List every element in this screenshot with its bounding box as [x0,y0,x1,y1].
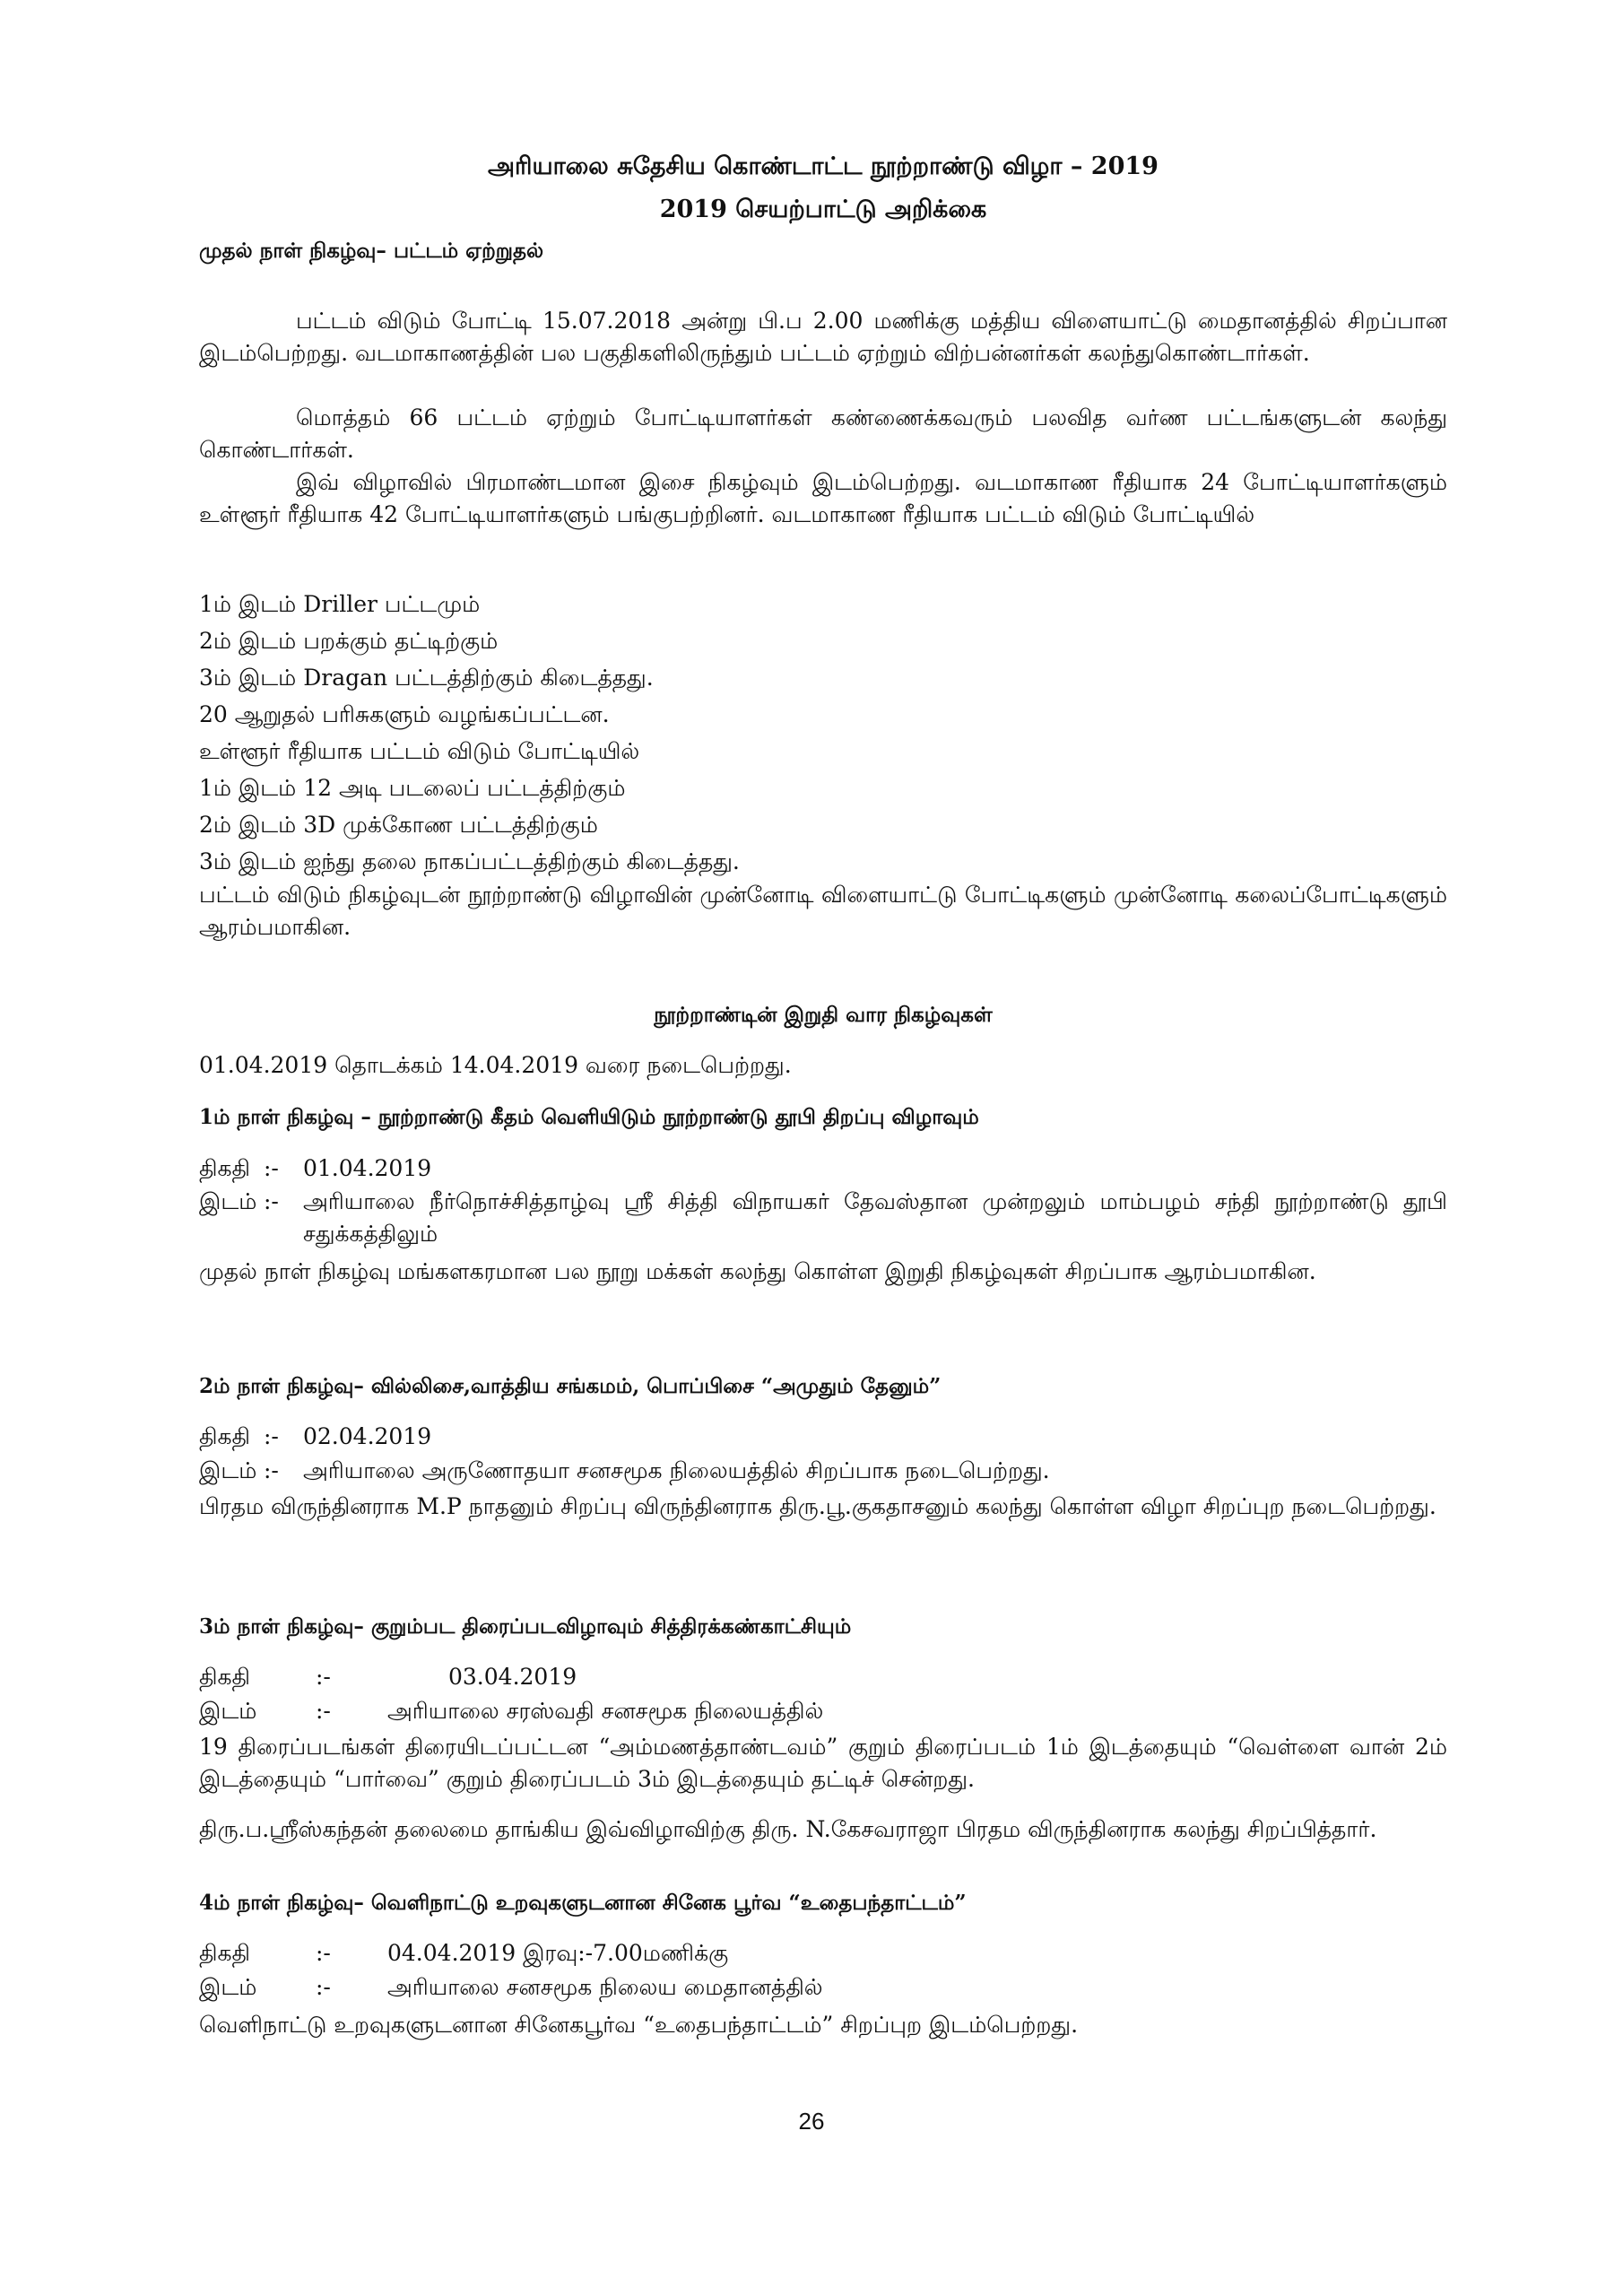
venue-label: இடம் [199,1188,257,1214]
day3-text-2: திரு.ப.ஸ்ரீஸ்கந்தன் தலைமை தாங்கிய இவ்விழாவிற்கு திரு. N.கேசவராஜா பிரதம விருந்தினராக கலந்து சிறப்பித்தார். [199,1816,1377,1842]
separator: :- [316,1664,331,1690]
venue-value: அரியாலை அருணோதயா சனசமூக நிலையத்தில் சிறப்பாக நடைபெற்றது. [303,1457,1050,1483]
section-heading-final-week: நூற்றாண்டின் இறுதி வார நிகழ்வுகள் [654,1003,993,1027]
day3-text-1: 19 திரைப்படங்கள் திரையிடப்பட்டன “அம்மணத்தாண்டவம்” குறும் திரைப்படம் 1ம் இடத்தையும் “வெள்ளை வான் 2ம் இடத்தையும் “பார்வை” குறும் திரைப்படம் 3ம் இடத்தையும் தட்டிச் சென்றது. [199,1734,1447,1792]
date-value: 04.04.2019 இரவு:-7.00மணிக்கு [387,1940,729,1966]
day2-date-row [199,1421,1447,1453]
date-label: திகதி [199,1664,250,1690]
kite-paragraph-3: இவ் விழாவில் பிரமாண்டமான இசை நிகழ்வும் இடம்பெற்றது. வடமாகாண ரீதியாக 24 போட்டியாளர்களும் உள்ளூர் ரீதியாக 42 போட்டியாளர்களும் பங்குபற்றினர். வடமாகாண ரீதியாக பட்டம் விடும் போட்டியில் [199,469,1447,527]
venue-value: அரியாலை நீர்நொச்சித்தாழ்வு ஸ்ரீ சித்தி விநாயகர் தேவஸ்தான முன்றலும் மாம்பழம் சந்தி நூற்றாண்டு தூபி சதுக்கத்திலும் [303,1188,1447,1247]
document-title: அரியாலை சுதேசிய கொண்டாட்ட நூற்றாண்டு விழா – 2019 [488,152,1159,180]
venue-value: அரியாலை சரஸ்வதி சனசமூக நிலையத்தில் [387,1698,824,1724]
section-heading-day2: 2ம் நாள் நிகழ்வு– வில்லிசை,வாத்திய சங்கமம், பொப்பிசை “அமுதும் தேனும்” [199,1374,942,1398]
document-subtitle: 2019 செயற்பாட்டு அறிக்கை [659,196,987,223]
day1-venue-row [199,1186,1447,1250]
date-value: 03.04.2019 [448,1664,577,1690]
separator: :- [316,1974,331,2000]
kite-result-1: 1ம் இடம் Driller பட்டமும் [199,591,481,617]
date-label: திகதி [199,1940,250,1966]
kite-result-5: உள்ளூர் ரீதியாக பட்டம் விடும் போட்டியில் [199,738,640,764]
day2-venue-row [199,1455,1447,1487]
venue-value: அரியாலை சனசமூக நிலைய மைதானத்தில் [387,1974,823,2000]
separator: :- [316,1940,331,1966]
section-heading-day3: 3ம் நாள் நிகழ்வு– குறும்பட திரைப்படவிழாவும் சித்திரக்கண்காட்சியும் [199,1614,852,1639]
separator: :- [264,1457,279,1483]
separator: :- [316,1698,331,1724]
date-value: 02.04.2019 [303,1423,432,1449]
date-value: 01.04.2019 [303,1155,432,1181]
kite-result-4: 20 ஆறுதல் பரிசுகளும் வழங்கப்பட்டன. [199,701,610,727]
venue-label: இடம் [199,1457,257,1483]
day3-venue-row [199,1695,1447,1727]
separator: :- [264,1188,279,1214]
kite-result-2: 2ம் இடம் பறக்கும் தட்டிற்கும் [199,628,499,654]
day1-text: முதல் நாள் நிகழ்வு மங்களகரமான பல நூறு மக்கள் கலந்து கொள்ள இறுதி நிகழ்வுகள் சிறப்பாக ஆரம்பமாகின. [199,1258,1316,1284]
section-heading-day1: 1ம் நாள் நிகழ்வு – நூற்றாண்டு கீதம் வெளியிடும் நூற்றாண்டு தூபி திறப்பு விழாவும் [199,1105,979,1129]
section-heading-kite: முதல் நாள் நிகழ்வு– பட்டம் ஏற்றுதல் [199,239,544,263]
day3-date-row [199,1661,1447,1693]
date-label: திகதி [199,1423,250,1449]
kite-result-8: 3ம் இடம் ஐந்து தலை நாகப்பட்டத்திற்கும் கிடைத்தது. [199,848,740,874]
separator: :- [264,1155,279,1181]
final-week-text: 01.04.2019 தொடக்கம் 14.04.2019 வரை நடைபெற்றது. [199,1052,792,1078]
section-heading-day4: 4ம் நாள் நிகழ்வு– வெளிநாட்டு உறவுகளுடனான சினேக பூர்வ “உதைபந்தாட்டம்” [199,1891,967,1915]
kite-paragraph-2: மொத்தம் 66 பட்டம் ஏற்றும் போட்டியாளர்கள் கண்ணைக்கவரும் பலவித வர்ண பட்டங்களுடன் கலந்து கொண்டார்கள். [199,404,1447,463]
kite-result-3: 3ம் இடம் Dragan பட்டத்திற்கும் கிடைத்தது. [199,665,654,691]
day4-text: வெளிநாட்டு உறவுகளுடனான சினேகபூர்வ “உதைபந்தாட்டம்” சிறப்புற இடம்பெற்றது. [199,2012,1079,2038]
kite-paragraph-4: பட்டம் விடும் நிகழ்வுடன் நூற்றாண்டு விழாவின் முன்னோடி விளையாட்டு போட்டிகளும் முன்னோடி கலைப்போட்டிகளும் ஆரம்பமாகின. [199,882,1447,940]
day4-date-row [199,1937,1447,1970]
venue-label: இடம் [199,1974,257,2000]
day1-date-row [199,1152,1447,1185]
separator: :- [264,1423,279,1449]
venue-label: இடம் [199,1698,257,1724]
kite-paragraph-1: பட்டம் விடும் போட்டி 15.07.2018 அன்று பி.ப 2.00 மணிக்கு மத்திய விளையாட்டு மைதானத்தில் சிறப்பான இடம்பெற்றது. வடமாகாணத்தின் பல பகுதிகளிலிருந்தும் பட்டம் ஏற்றும் விற்பன்னர்கள் கலந்துகொண்டார்கள். [199,308,1447,366]
kite-result-6: 1ம் இடம் 12 அடி படலைப் பட்டத்திற்கும் [199,775,626,801]
kite-result-7: 2ம் இடம் 3D முக்கோண பட்டத்திற்கும் [199,812,598,838]
page-number: 26 [798,2108,825,2135]
date-label: திகதி [199,1155,250,1181]
day2-text: பிரதம விருந்தினராக M.P நாதனும் சிறப்பு விருந்தினராக திரு.பூ.குகதாசனும் கலந்து கொள்ள விழா சிறப்புற நடைபெற்றது. [199,1493,1436,1519]
day4-venue-row [199,1971,1447,2004]
